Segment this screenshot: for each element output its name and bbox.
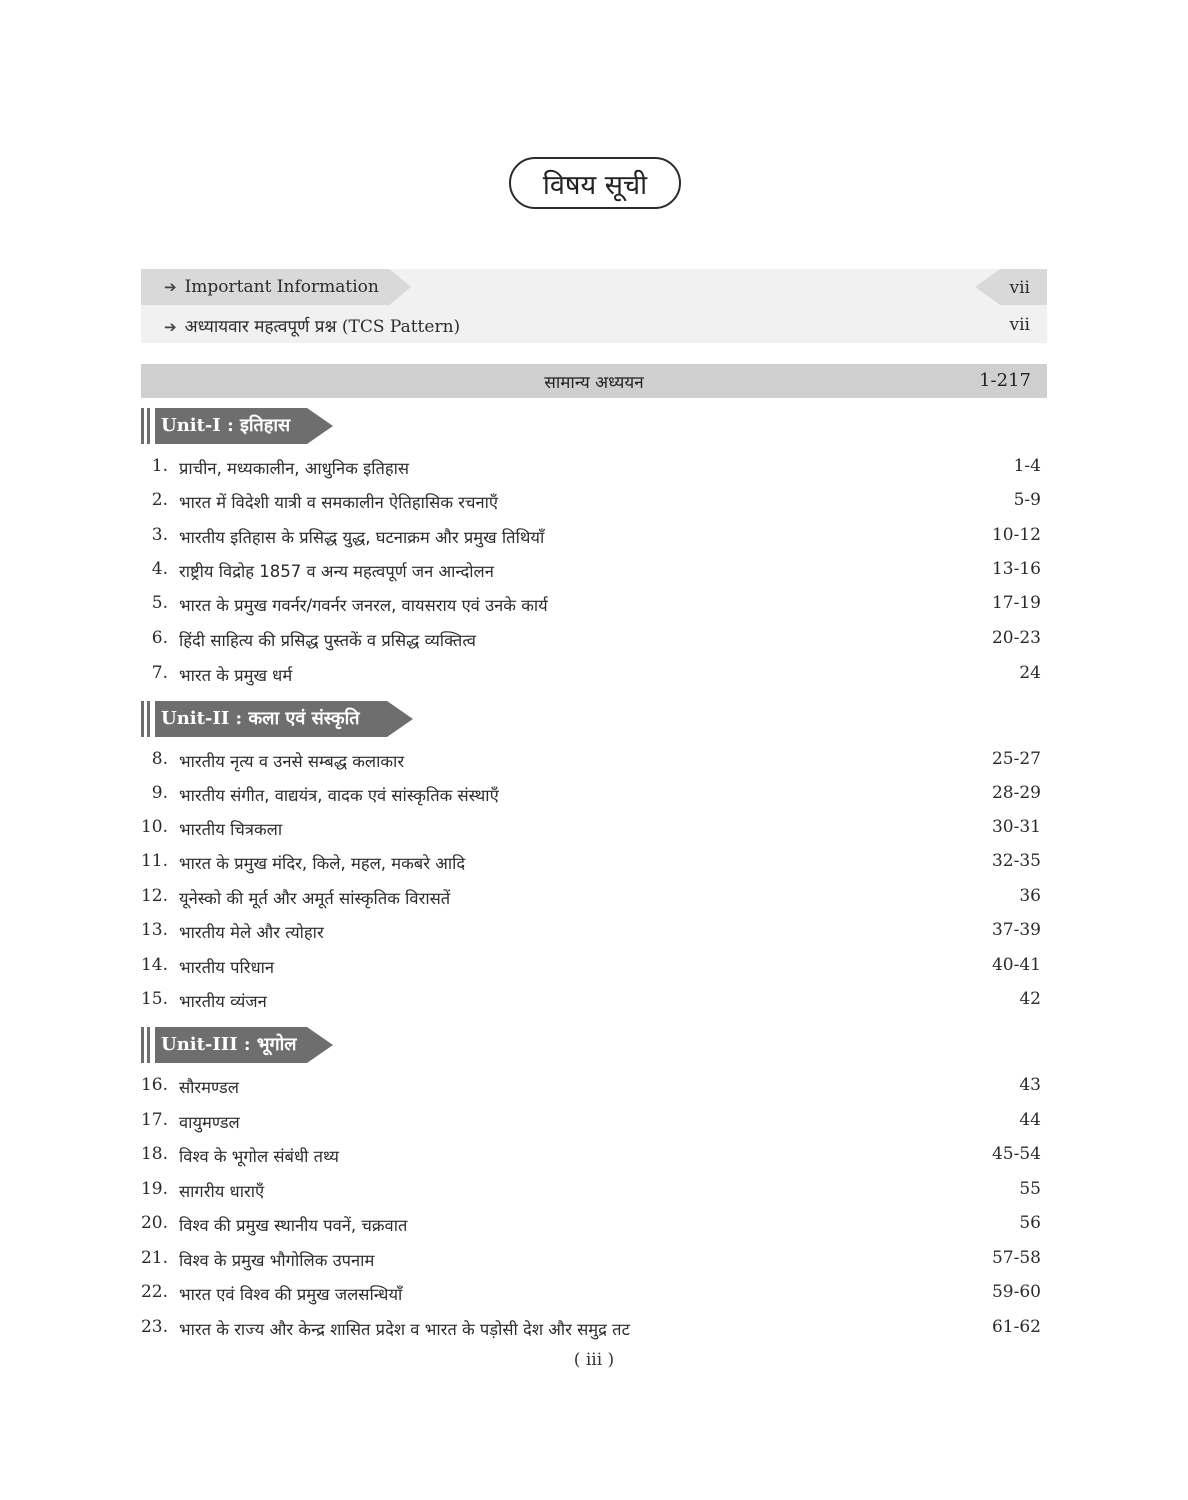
toc-row[interactable]: 10. भारतीय चित्रकला 30-31 [140, 817, 1041, 839]
toc-row[interactable]: 19. सागरीय धाराएँ 55 [140, 1179, 1041, 1201]
unit-label: Unit-I : इतिहास [161, 415, 291, 436]
info-item-page: vii [1009, 315, 1030, 335]
toc-row[interactable]: 14. भारतीय परिधान 40-41 [140, 955, 1041, 977]
toc-row[interactable]: 1. प्राचीन, मध्यकालीन, आधुनिक इतिहास 1-4 [151, 456, 1041, 478]
toc-row[interactable]: 21. विश्व के प्रमुख भौगोलिक उपनाम 57-58 [140, 1248, 1041, 1270]
toc-row[interactable]: 9. भारतीय संगीत, वाद्ययंत्र, वादक एवं सांस्कृतिक संस्थाएँ 28-29 [151, 783, 1041, 805]
toc-row[interactable]: 3. भारतीय इतिहास के प्रसिद्ध युद्ध, घटनाक्रम और प्रमुख तिथियाँ 10-12 [151, 525, 1041, 547]
toc-row[interactable]: 7. भारत के प्रमुख धर्म 24 [151, 663, 1041, 685]
toc-row[interactable]: 6. हिंदी साहित्य की प्रसिद्ध पुस्तकें व प्रसिद्ध व्यक्तित्व 20-23 [151, 628, 1041, 650]
section-title: सामान्य अध्ययन [544, 373, 644, 393]
toc-row[interactable]: 5. भारत के प्रमुख गवर्नर/गवर्नर जनरल, वायसराय एवं उनके कार्य 17-19 [151, 593, 1041, 615]
toc-row[interactable]: 8. भारतीय नृत्य व उनसे सम्बद्ध कलाकार 25-27 [151, 749, 1041, 771]
info-item-questions[interactable] [164, 314, 460, 337]
arrow-right-icon: ➔ [164, 318, 177, 336]
toc-row[interactable]: 4. राष्ट्रीय विद्रोह 1857 व अन्य महत्वपूर्ण जन आन्दोलन 13-16 [151, 559, 1041, 581]
page-number: ( iii ) [573, 1350, 615, 1370]
toc-row[interactable]: 16. सौरमण्डल 43 [140, 1075, 1041, 1097]
toc-row[interactable]: 15. भारतीय व्यंजन 42 [140, 989, 1041, 1011]
toc-row[interactable]: 13. भारतीय मेले और त्योहार 37-39 [140, 920, 1041, 942]
section-pages: 1-217 [979, 370, 1031, 391]
arrow-right-icon: ➔ [164, 278, 177, 296]
section-header [141, 364, 1047, 398]
toc-row[interactable]: 12. यूनेस्को की मूर्त और अमूर्त सांस्कृतिक विरासतें 36 [140, 886, 1041, 908]
page-title: विषय सूची [509, 157, 681, 209]
info-item-label: अध्यायवार महत्वपूर्ण प्रश्न (TCS Pattern) [184, 317, 461, 337]
toc-row[interactable]: 23. भारत के राज्य और केन्द्र शासित प्रदेश व भारत के पड़ोसी देश और समुद्र तट 61-62 [140, 1317, 1041, 1339]
info-item-label: Important Information [184, 277, 379, 297]
unit-label: Unit-II : कला एवं संस्कृति [161, 708, 360, 729]
unit-label: Unit-III : भूगोल [161, 1034, 297, 1055]
toc-row[interactable]: 17. वायुमण्डल 44 [140, 1110, 1041, 1132]
toc-row[interactable]: 20. विश्व की प्रमुख स्थानीय पवनें, चक्रवात 56 [140, 1213, 1041, 1235]
toc-row[interactable]: 2. भारत में विदेशी यात्री व समकालीन ऐतिहासिक रचनाएँ 5-9 [151, 490, 1041, 512]
toc-row[interactable]: 22. भारत एवं विश्व की प्रमुख जलसन्धियाँ 59-60 [140, 1282, 1041, 1304]
info-item-page: vii [1009, 278, 1030, 298]
toc-row[interactable]: 11. भारत के प्रमुख मंदिर, किले, महल, मकबरे आदि 32-35 [140, 851, 1041, 873]
info-item-important[interactable] [164, 277, 379, 297]
toc-row[interactable]: 18. विश्व के भूगोल संबंधी तथ्य 45-54 [140, 1144, 1041, 1166]
